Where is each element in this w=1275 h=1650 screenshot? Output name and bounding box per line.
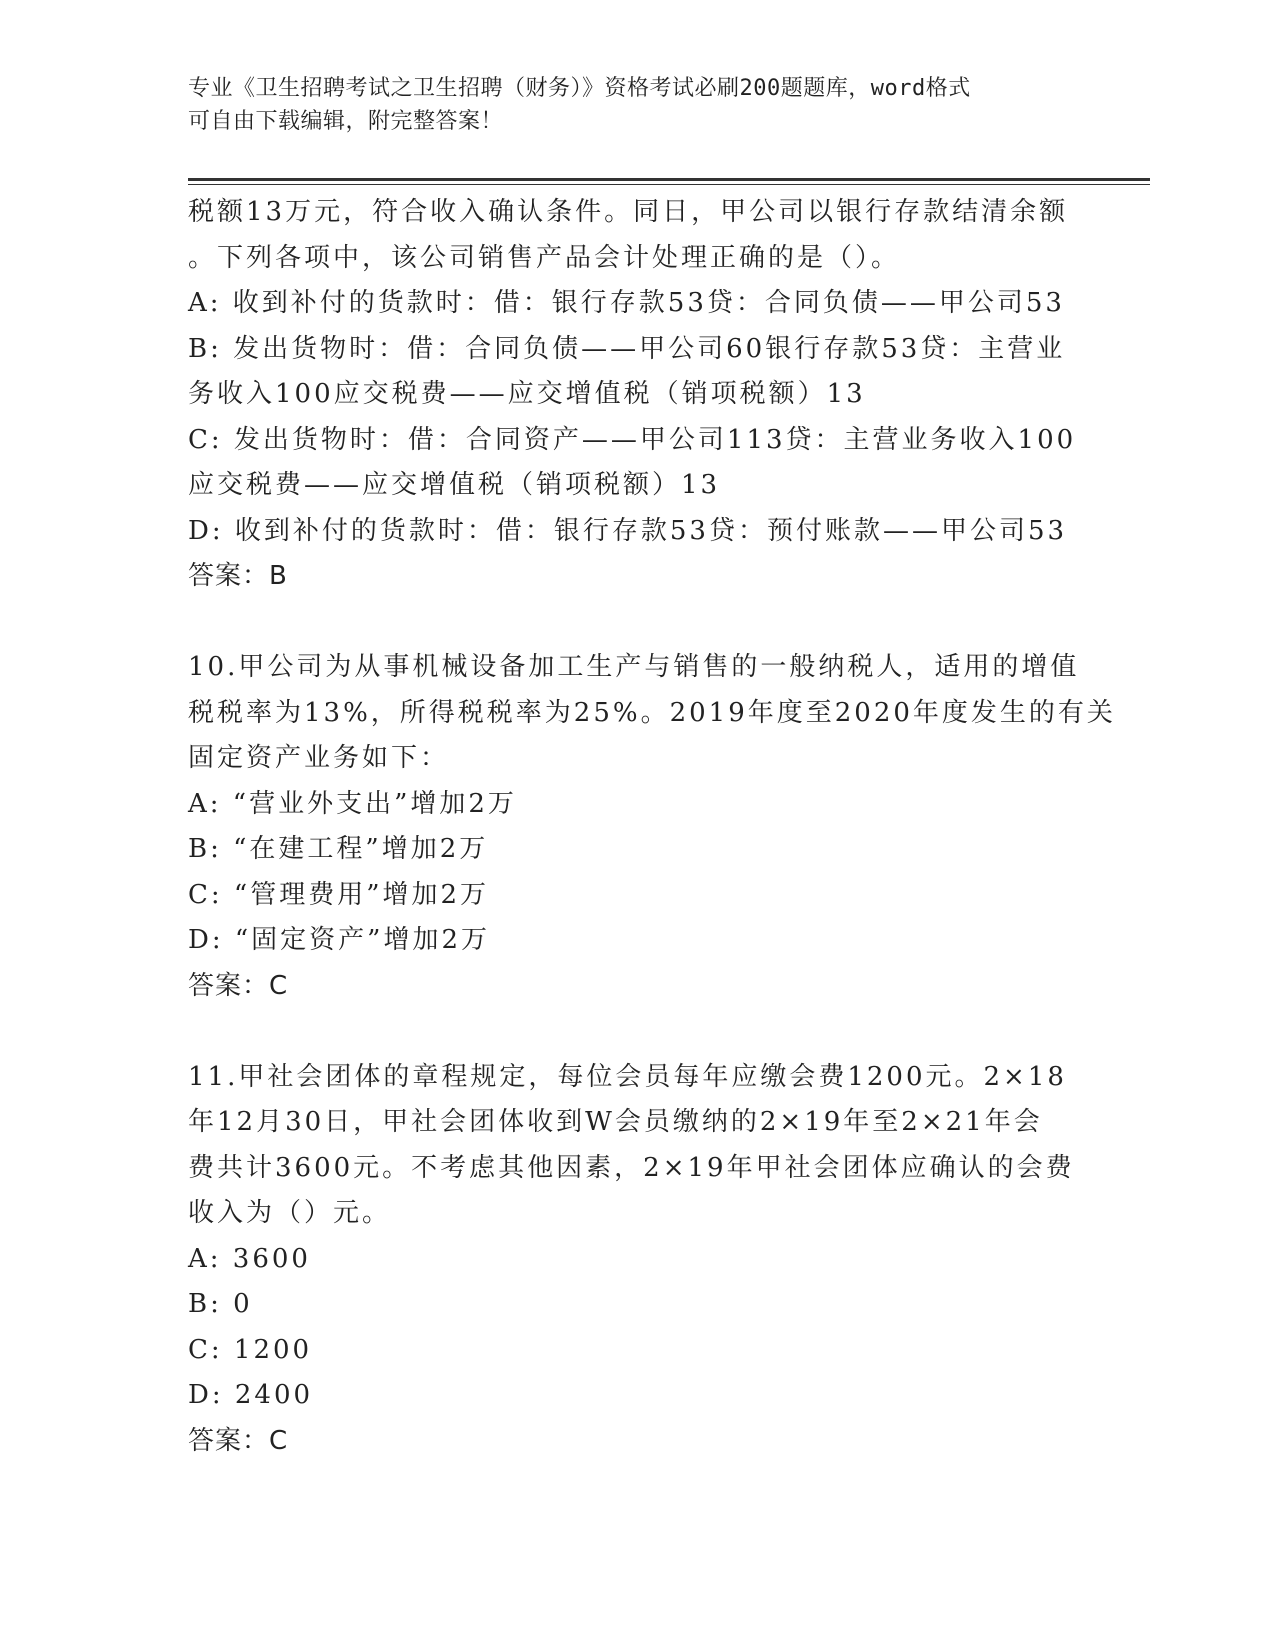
- question-spacer: [188, 1009, 1088, 1055]
- question-stem-line: 固定资产业务如下：: [188, 743, 450, 773]
- option-b: B: “在建工程”增加2万: [188, 834, 489, 864]
- question-9: [188, 190, 1088, 600]
- answer-label: 答案：C: [188, 970, 289, 1001]
- option-d: D: “固定资产”增加2万: [188, 925, 490, 955]
- option-d: D: 2400: [188, 1380, 314, 1410]
- answer-label: 答案：C: [188, 1425, 289, 1456]
- option-c-continued: 应交税费——应交增值税（销项税额）13: [188, 470, 721, 500]
- document-header: [188, 72, 1088, 138]
- option-d: D: 收到补付的货款时：借：银行存款53贷：预付账款——甲公司53: [188, 515, 1068, 546]
- question-stem-line: 10.甲公司为从事机械设备加工生产与销售的一般纳税人，适用的增值: [188, 652, 1080, 682]
- question-stem-line: 税税率为13%，所得税税率为25%。2019年度至2020年度发生的有关: [188, 697, 1116, 728]
- option-b-continued: 务收入100应交税费——应交增值税（销项税额）13: [188, 379, 866, 409]
- option-c: C: 1200: [188, 1334, 313, 1365]
- question-stem-line: 税额13万元，符合收入确认条件。同日，甲公司以银行存款结清余额: [188, 197, 1069, 227]
- option-b: B: 发出货物时：借：合同负债——甲公司60银行存款53贷：主营业: [188, 333, 1066, 364]
- question-stem-line: 11.甲社会团体的章程规定，每位会员每年应缴会费1200元。2×18: [188, 1061, 1067, 1092]
- question-stem-line: 。下列各项中，该公司销售产品会计处理正确的是（）。: [188, 242, 901, 273]
- option-c: C: 发出货物时：借：合同资产——甲公司113贷：主营业务收入100: [188, 424, 1077, 455]
- question-stem-line: 收入为（）元。: [188, 1198, 392, 1228]
- answer-label: 答案：B: [188, 561, 288, 591]
- header-divider-thick: [188, 178, 1150, 181]
- option-b: B: 0: [188, 1289, 253, 1319]
- question-11: [188, 1055, 1088, 1465]
- option-c: C: “管理费用”增加2万: [188, 879, 490, 910]
- question-stem-line: 费共计3600元。不考虑其他因素，2×19年甲社会团体应确认的会费: [188, 1152, 1075, 1183]
- header-title-line-2: 可自由下载编辑，附完整答案！: [188, 109, 504, 134]
- option-a: A: 收到补付的货款时：借：银行存款53贷：合同负债——甲公司53: [188, 288, 1065, 318]
- header-title-line-1: 专业《卫生招聘考试之卫生招聘（财务）》资格考试必刷200题题库，word格式: [188, 76, 971, 101]
- question-10: [188, 645, 1116, 1009]
- option-a: A: “营业外支出”增加2万: [188, 788, 517, 819]
- question-spacer: [188, 600, 1088, 646]
- question-list: [188, 190, 1116, 1464]
- question-stem-line: 年12月30日，甲社会团体收到W会员缴纳的2×19年至2×21年会: [188, 1107, 1043, 1137]
- option-a: A: 3600: [188, 1243, 311, 1274]
- header-divider-thin: [188, 184, 1150, 185]
